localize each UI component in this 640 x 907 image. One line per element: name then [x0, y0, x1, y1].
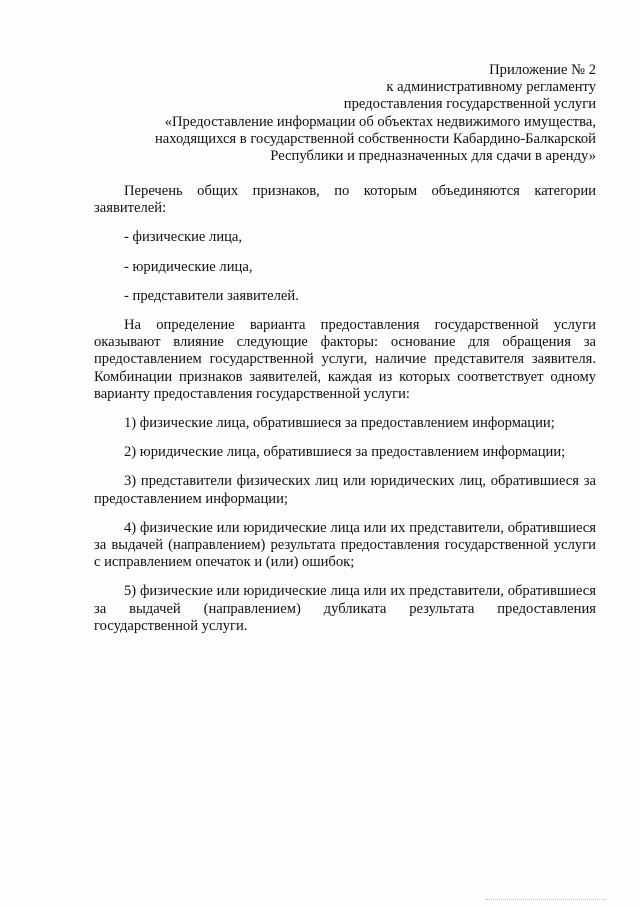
- header-line: предоставления государственной услуги: [343, 96, 596, 113]
- factors-paragraph: На определение варианта предоставления государственной услуги оказывают влияние следующие факторы: основание для обращения за предоставлением государственной услуги, наличие представителя заявителя. Комбинации признаков заявителей, каждая из которых соответствует одному варианту предоставления государственной услуги:: [94, 317, 596, 402]
- header-line: находящихся в государственной собственности Кабардино-Балкарской: [154, 130, 596, 147]
- appendix-header: [120, 62, 596, 165]
- header-line: Приложение № 2: [489, 62, 596, 78]
- variant-item: 3) представители физических лиц или юридических лиц, обратившиеся за предоставлением информации;: [94, 473, 596, 507]
- header-line: «Предоставление информации об объектах недвижимого имущества,: [164, 113, 596, 130]
- variant-item: 2) юридические лица, обратившиеся за предоставлением информации;: [124, 444, 566, 461]
- intro-paragraph: Перечень общих признаков, по которым объединяются категории заявителей:: [94, 183, 596, 217]
- variant-item: 1) физические лица, обратившиеся за предоставлением информации;: [124, 415, 555, 432]
- header-line: к административному регламенту: [386, 79, 596, 96]
- scan-artifact-line: [486, 899, 606, 906]
- document-body: [94, 183, 596, 647]
- category-item: - физические лица,: [124, 229, 243, 246]
- category-item: - представители заявителей.: [124, 287, 299, 304]
- header-line: Республики и предназначенных для сдачи в аренду»: [270, 148, 596, 165]
- variant-item: 4) физические или юридические лица или их представители, обратившиеся за выдачей (направлением) результата предоставления государственной услуги с исправлением опечаток и (или) ошибок;: [94, 519, 596, 571]
- variant-item: 5) физические или юридические лица или их представители, обратившиеся за выдачей (направлением) дубликата результата предоставления государственной услуги.: [94, 583, 596, 634]
- category-item: - юридические лица,: [124, 258, 253, 275]
